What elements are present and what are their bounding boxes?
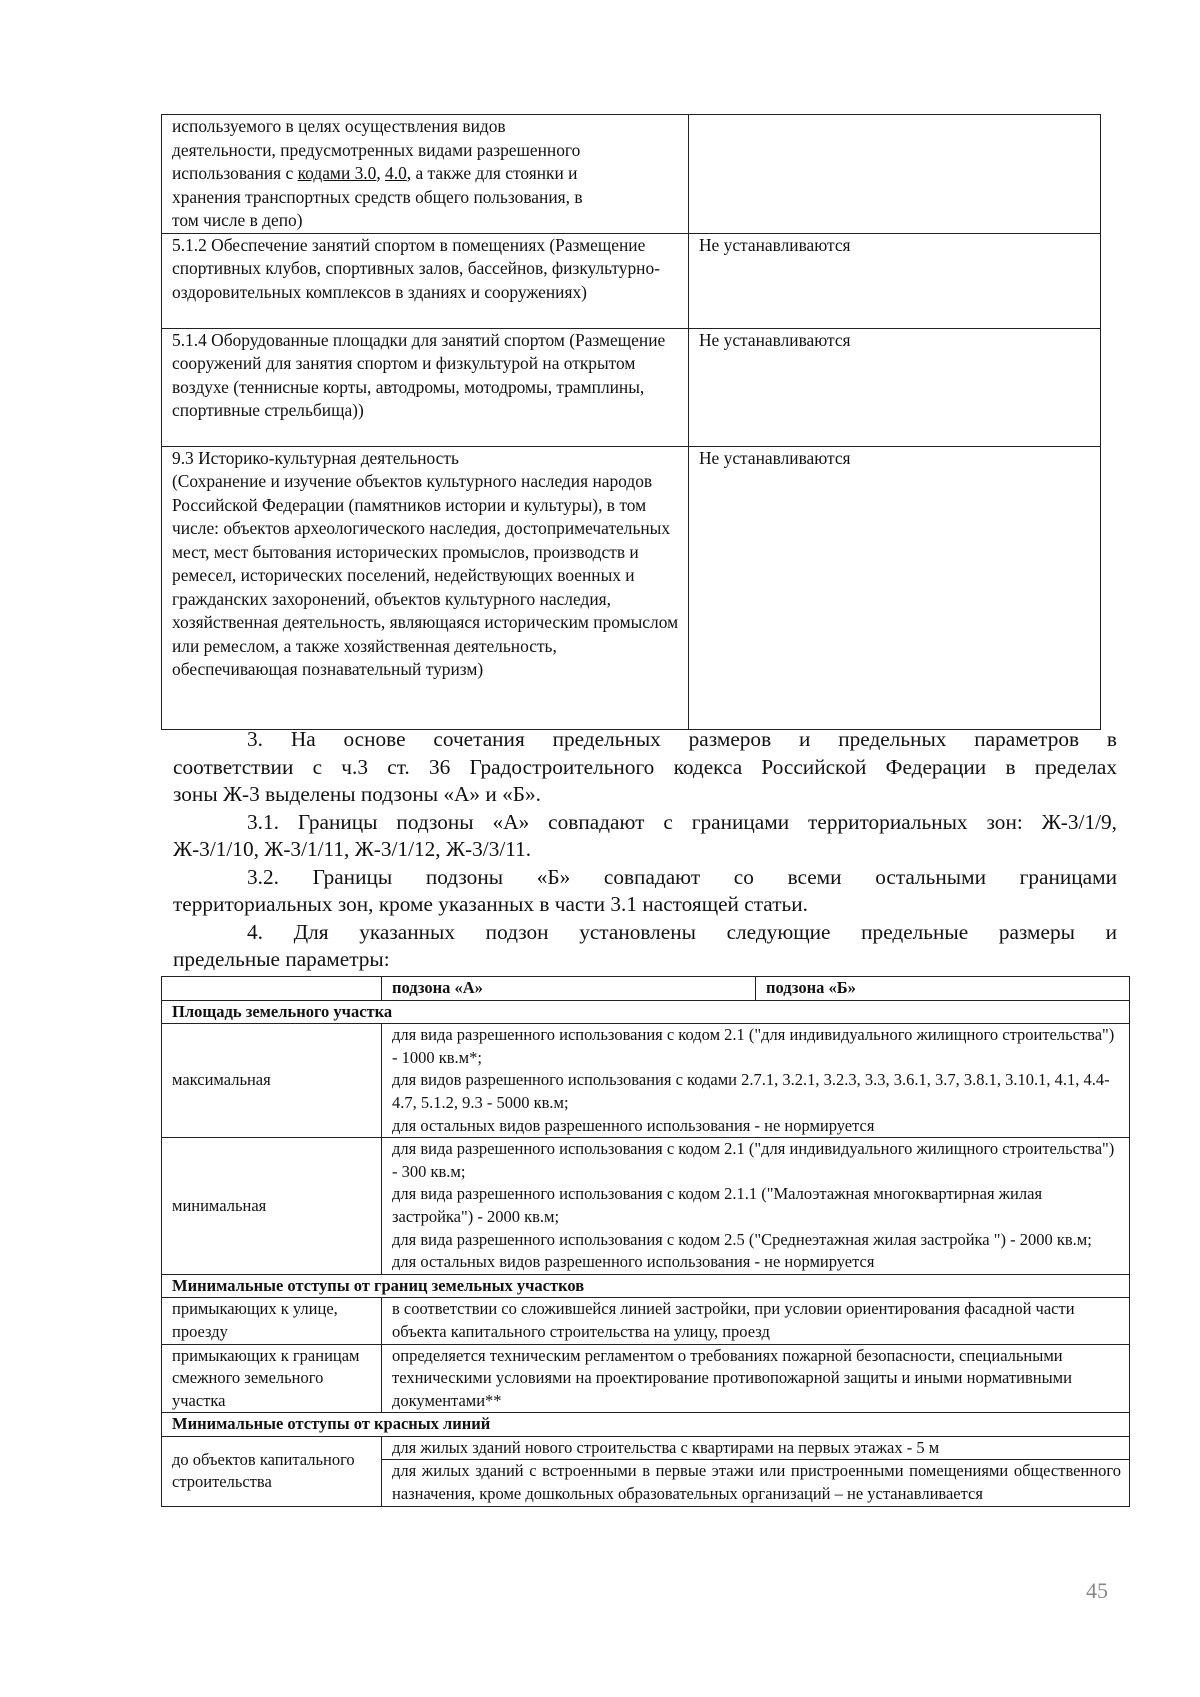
column-header-a: подзона «А» xyxy=(382,977,756,1001)
table-cell: для вида разрешенного использования с кодом 2.1 ("для индивидуального жилищного строительства") - 300 кв.м; для вида разрешенного использования с кодом 2.1.1 ("Малоэтажная многоквартирная жилая застройка") - 2000 кв.м; для вида разрешенного использования с кодом 2.5 ("Среднеэтажная жилая застройка ") - 2000 кв.м; для остальных видов разрешенного использования - не нормируется xyxy=(382,1138,1130,1275)
uses-table xyxy=(161,114,1101,730)
table-cell: в соответствии со сложившейся линией застройки, при условии ориентирования фасадной части объекта капитального строительства на улицу, проезд xyxy=(382,1298,1130,1344)
paragraph-3-1-end: Ж-3/1/10, Ж-3/1/11, Ж-3/1/12, Ж-3/3/11. xyxy=(173,837,532,861)
column-header-b: подзона «Б» xyxy=(756,977,1130,1001)
page-number: 45 xyxy=(1086,1578,1108,1603)
section-row xyxy=(162,1413,1130,1437)
paragraph-4-end: предельные параметры: xyxy=(173,947,390,971)
paragraph-3-cont: соответствии с ч.3 ст. 36 Градостроительного кодекса Российской Федерации в пределах xyxy=(173,754,1117,779)
code-link[interactable]: 4.0 xyxy=(385,163,407,183)
table-row xyxy=(162,1138,1130,1275)
table-row xyxy=(162,1298,1130,1344)
table-cell: для вида разрешенного использования с кодом 2.1 ("для индивидуального жилищного строительства") - 1000 кв.м*; для видов разрешенного использования с кодами 2.7.1, 3.2.1, 3.2.3, 3.3, 3.6.1, 3.7, 3.8.1, 3.10.1, 4.1, 4.4- 4.7, 5.1.2, 9.3 - 5000 кв.м; для остальных видов разрешенного использования - не нормируется xyxy=(382,1024,1130,1138)
paragraph-3-2-end: территориальных зон, кроме указанных в части 3.1 настоящей статьи. xyxy=(173,892,808,916)
table-row xyxy=(162,1344,1130,1413)
table-row xyxy=(162,1024,1130,1138)
table-cell: 5.1.4 Оборудованные площадки для занятий спортом (Размещение сооружений для занятия спортом и физкультурой на открытом воздухе (теннисные корты, автодромы, мотодромы, трамплины, спортивные стрельбища)) xyxy=(162,328,689,446)
section-title: Минимальные отступы от границ земельных участков xyxy=(162,1274,1130,1298)
table-cell: для жилых зданий с встроенными в первые этажи или пристроенными помещениями общественного назначения, кроме дошкольных образовательных организаций – не устанавливается xyxy=(382,1460,1130,1506)
table-cell: 5.1.2 Обеспечение занятий спортом в помещениях (Размещение спортивных клубов, спортивных залов, бассейнов, физкультурно-оздоровительных комплексов в зданиях и сооружениях) xyxy=(162,233,689,328)
paragraph-3-1: 3.1. Границы подзоны «А» совпадают с границами территориальных зон: Ж-3/1/9, xyxy=(247,809,1117,834)
row-label: максимальная xyxy=(162,1024,382,1138)
row-label: минимальная xyxy=(162,1138,382,1275)
section-title: Площадь земельного участка xyxy=(162,1000,1130,1024)
code-link[interactable]: кодами 3.0 xyxy=(297,163,377,183)
table-row xyxy=(162,233,1101,328)
section-row xyxy=(162,1274,1130,1298)
section-row xyxy=(162,1000,1130,1024)
body-text xyxy=(173,726,1117,974)
paragraph-3-end: зоны Ж-3 выделены подзоны «А» и «Б». xyxy=(173,782,541,806)
table-cell xyxy=(689,115,1101,234)
table-header-row xyxy=(162,977,1130,1001)
table-cell xyxy=(162,977,382,1001)
table-row xyxy=(162,1436,1130,1460)
table-cell xyxy=(162,446,689,729)
section-title: Минимальные отступы от красных линий xyxy=(162,1413,1130,1437)
row-label: примыкающих к границам смежного земельного участка xyxy=(162,1344,382,1413)
table-row xyxy=(162,446,1101,729)
table-cell: используемого в целях осуществления видов деятельности, предусмотренных видами разрешенного использования с кодами 3.0, 4.0, а также для стоянки и хранения транспортных средств общего пользования, в том числе в депо) xyxy=(162,115,689,234)
table-cell: определяется техническим регламентом о требованиях пожарной безопасности, специальными техническими условиями на проектирование противопожарной защиты и иными нормативными документами** xyxy=(382,1344,1130,1413)
paragraph-3: 3. На основе сочетания предельных размеров и предельных параметров в xyxy=(247,727,1117,751)
table-cell: Не устанавливаются xyxy=(689,233,1101,328)
use-title: 9.3 Историко-культурная деятельность xyxy=(172,447,459,468)
table-cell: для жилых зданий нового строительства с квартирами на первых этажах - 5 м xyxy=(382,1436,1130,1460)
parameters-table xyxy=(161,976,1130,1507)
paragraph-3-2: 3.2. Границы подзоны «Б» совпадают со всеми остальными границами xyxy=(247,864,1117,889)
table-row xyxy=(162,328,1101,446)
paragraph-4: 4. Для указанных подзон установлены следующие предельные размеры и xyxy=(247,919,1117,944)
table-cell: Не устанавливаются xyxy=(689,446,1101,729)
table-row xyxy=(162,115,1101,234)
table-cell: Не устанавливаются xyxy=(689,328,1101,446)
row-label: примыкающих к улице, проезду xyxy=(162,1298,382,1344)
use-description: (Сохранение и изучение объектов культурного наследия народов Российской Федерации (памятников истории и культуры), в том числе: объектов археологического наследия, достопримечательных мест, мест бытования исторических промыслов, производств и ремесел, исторических поселений, недействующих военных и гражданских захоронений, объектов культурного наследия, хозяйственная деятельность, являющаяся историческим промыслом или ремеслом, а также хозяйственная деятельность, обеспечивающая познавательный туризм) xyxy=(172,471,679,679)
row-label: до объектов капитального строительства xyxy=(162,1436,382,1506)
